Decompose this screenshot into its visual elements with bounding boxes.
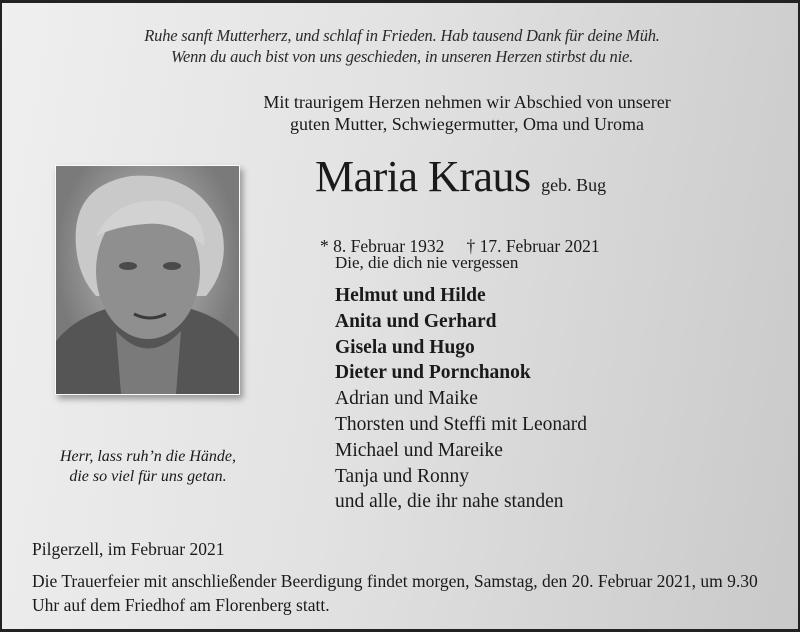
deceased-name bbox=[315, 153, 606, 209]
family-member: Gisela und Hugo bbox=[335, 336, 475, 358]
intro-line: guten Mutter, Schwiegermutter, Oma und Uroma bbox=[290, 114, 644, 134]
birth-date: * 8. Februar 1932 bbox=[320, 236, 445, 256]
family-member: Helmut und Hilde bbox=[335, 285, 486, 306]
intro-text bbox=[192, 91, 742, 135]
verse-line: Wenn du auch bist von uns geschieden, in unseren Herzen stirbst du nie. bbox=[170, 47, 634, 66]
portrait-photo bbox=[55, 165, 240, 395]
family-member: Adrian und Maike bbox=[335, 388, 478, 410]
family-member: Thorsten und Steffi mit Leonard bbox=[335, 413, 588, 435]
photo-caption bbox=[22, 447, 274, 487]
death-date: † 17. Februar 2021 bbox=[466, 236, 600, 256]
obituary-card bbox=[2, 3, 798, 629]
family-heading: Die, die dich nie vergessen bbox=[335, 253, 519, 272]
place-date: Pilgerzell, im Februar 2021 bbox=[32, 539, 225, 559]
intro-line: Mit traurigem Herzen nehmen wir Abschied von unserer bbox=[263, 92, 671, 112]
family-member: Tanja und Ronny bbox=[335, 465, 470, 487]
caption-line: die so viel für uns getan. bbox=[69, 468, 227, 485]
family-member: Dieter und Pornchanok bbox=[335, 362, 531, 384]
funeral-notice: Die Trauerfeier mit anschließender Beerdigung findet morgen, Samstag, den 20. Februar 2021, um 9.30 Uhr auf dem Friedhof am Florenberg statt. bbox=[32, 571, 758, 615]
family-list bbox=[335, 283, 587, 515]
family-member: Michael und Mareike bbox=[335, 439, 503, 461]
family-member: Anita und Gerhard bbox=[335, 310, 497, 332]
verse bbox=[2, 25, 800, 67]
name-text: Maria Kraus bbox=[315, 152, 531, 201]
family-member: und alle, die ihr nahe standen bbox=[335, 491, 564, 513]
caption-line: Herr, lass ruh’n die Hände, bbox=[60, 448, 236, 465]
maiden-name: geb. Bug bbox=[541, 175, 607, 195]
portrait-image bbox=[56, 166, 239, 394]
verse-line: Ruhe sanft Mutterherz, und schlaf in Frieden. Hab tausend Dank für deine Müh. bbox=[144, 26, 660, 45]
